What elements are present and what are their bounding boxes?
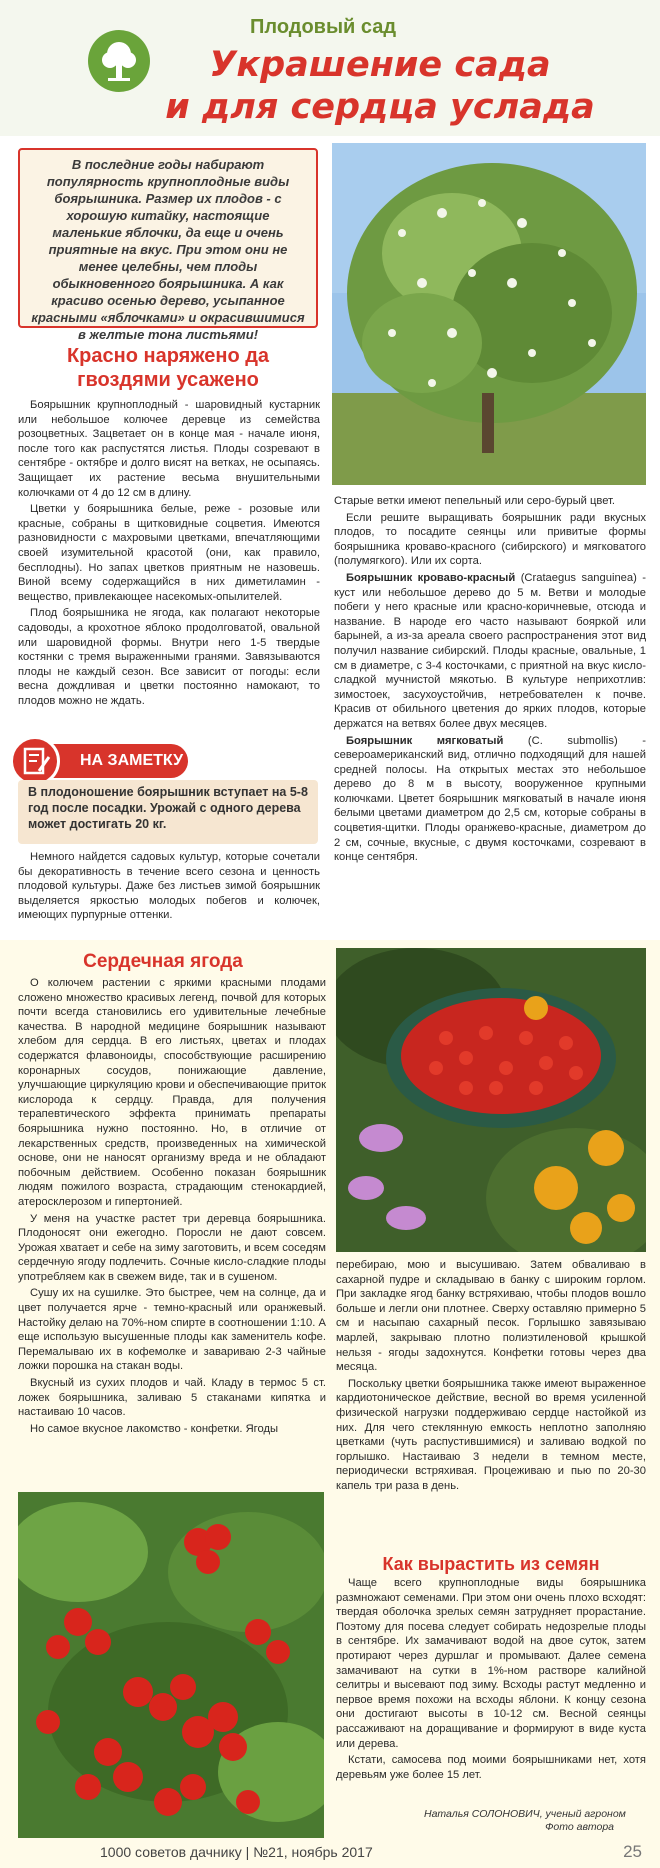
section1-column [18,398,320,710]
section2-title: Сердечная ягода [83,951,243,972]
species-submollis [334,734,646,865]
berries-bowl-photo [336,948,646,1252]
section2-paragraph: Но самое вкусное лакомство - конфетки. Ягоды [30,1422,279,1435]
photo-credit: Фото автора [545,1821,614,1833]
header [0,0,660,136]
tree-photo [332,143,646,485]
footer-issue: 1000 советов дачнику | №21, ноябрь 2017 [100,1844,373,1860]
species-latin: (Crataegus sanguinea) [520,571,637,584]
section1-paragraph: Немного найдется садовых культур, которые сочетали бы декоративность в течение всего сезона и ценность плодовой культуры. Даже без листьев зимой боярышник выделяется яркостью молодых побегов и колючек, имеющих пурпурные оттенки. [18,851,320,922]
section2-column [18,976,326,1438]
section3-paragraph: Кстати, самосева под моими боярышниками нет, хотя деревьям уже более 15 лет. [336,1754,646,1781]
footer [0,1838,660,1868]
species-text: - североамериканский вид, отлично подходящий для нашей средней полосы. На открытых местах это небольшое дерево до 8 м в высоту, вооруженное крупными колючками. Цветет боярышник мягковатый в начале июня белыми цветами диаметром до 2,5 см, которые собраны в соцветия-щитки. Плоды оранжево-красные, диаметром до 2 см, сочные, вкусные, с двумя косточками, созревают в конце сентября. [334,734,646,864]
section1-paragraph: Боярышник крупноплодный - шаровидный кустарник или небольшое колючее деревце из семейства розоцветных. Зацветает он в конце мая - начале июня, после того как распустятся листья. Плоды созревают в сентябре - октябре и долго висят на ветках, не осыпаясь. Защищает их растение весьма внушительными колючками от 4 до 12 см в длину. [18,399,320,499]
section2-right-paragraph: перебираю, мою и высушиваю. Затем обваливаю в сахарной пудре и складываю в банку с широким горлом. При закладке ягод банку встряхиваю, чтобы плодов вошло больше и легли они плотнее. Сверху оставляю примерно 5 см и насыпаю сахарный песок. Горлышко завязываю марлей, закрываю плотно полиэтиленовой крышкой нельзя - ягоды задохнутся. Конфетки готовы через два месяца. [336,1259,646,1374]
intro-text: В последние годы набирают популярность крупноплодные виды боярышника. Размер их плодов - с хорошую китайку, настоящие маленькие яблочки, да еще и очень приятные на вкус. При этом они не менее целебны, чем плоды обыкновенного боярышника. А как красиво осенью дерево, усыпанное красными «яблочками» и окрасившимися в желтые тона листьями! [31,157,305,342]
right-column-upper [334,494,646,867]
section1-paragraph: Цветки у боярышника белые, реже - розовые или красные, собраны в щитковидные соцветия. Имеются разновидности с махровыми цветками, впечатляющими своей изумительной красотой (они, как правило, бесплодны). Но запах цветков приятным не назовешь. Виной всему содержащийся в них диметиламин - вещество, привлекающее насекомых-опылителей. [18,503,320,603]
right-paragraph: Старые ветки имеют пепельный или серо-бурый цвет. [334,495,616,507]
section3-column [336,1576,646,1784]
hawthorn-fruit-photo [18,1492,324,1838]
species-latin: (C. submollis) [527,734,618,747]
species-sanguinea [334,571,646,732]
species-name: Боярышник мягковатый [346,734,504,747]
intro-box [18,148,318,342]
page-title [110,44,650,128]
section2-paragraph: У меня на участке растет три деревца боярышника. Плодоносят они ежегодно. Поросли не дают совсем. Урожая хватает и себе на зиму заготовить, и всем соседям сердечную ягоду подлечить. Сочные кисло-сладкие плоды употребляем как в свежем виде, так и в сушеном. [18,1212,326,1283]
species-text: - куст или небольшое дерево до 5 м. Ветви и молодые побеги у него красные или красно-коричневые, отсюда и название. В народе его часто называют бояркой или барыней, а из-за ареала своего распространения этот вид получил название сибирский. Плоды красные, овальные, 1 см в диаметре, с 3-4 косточками, с приятной на вкус кисло-сладкой мучнистой мякотью. В культуре неприхотлив: зимостоек, засухоустойчив, нетребователен к почве. Красив от обильного цветения до ярких плодов, которые держатся на ветвях более двух месяцев. [334,571,647,730]
rubric: Плодовый сад [250,16,397,38]
page-number: 25 [623,1842,642,1861]
section2-paragraph: О колючем растении с яркими красными плодами сложено множество красивых легенд, почвой для которых почти всегда становились его удивительные лечебные качества. В народной медицине боярышник называют хлебом для сердца. В его листьях, цветах и плодах содержатся флавоноиды, способствующие расширению коронарных сосудов, понижающие давление, улучшающие циркуляцию крови и обеспечивающие приток кислорода к сердцу. Правда, для получения терапевтического эффекта принимать препараты боярышника нужно постоянно. Но, в отличие от лекарственных средств, произведенных на химической основе, они не наносят организму вреда и не обладают побочным действием. Особенно показан боярышник людям пожилого возраста, страдающим стенокардией, атеросклерозом и гипертонией. [18,977,326,1208]
section2-right-column [336,1258,646,1496]
section3-title: Как вырастить из семян [382,1554,600,1574]
note-text: В плодоношение боярышник вступает на 5-8 год после посадки. Урожай с одного дерева может достигать 20 кг. [18,780,318,844]
title-line-2: и для сердца услада [165,87,595,127]
species-name: Боярышник кроваво-красный [346,571,516,584]
section3-paragraph: Чаще всего крупноплодные виды боярышника размножают семенами. При этом они очень плохо всходят: твердая оболочка зрелых семян затрудняет прорастание. Поэтому для посева следует собирать недозрелые плоды в сентябре. Их замачивают водой на двое суток, затем протирают через дуршлаг и промывают. Далее семена замачивают на сутки в 1%-ном растворе калийной селитры и высевают под зиму. Всходы растут медленно и первое время похожи на всходы яблони. К концу сезона они достигают высоты в 10-12 см. Весной сеянцы рассаживают на доращивание и формируют в виде куста или дерева. [336,1577,646,1750]
section2-right-paragraph: Поскольку цветки боярышника также имеют выраженное кардиотоническое действие, весной во время усиленной физической нагрузки поддерживаю сердце настойкой из них. Для чего стеклянную емкость неплотно заполняю цветками (чуть распустившимися) и заливаю водкой по горлышко. Настаиваю 3 недели в темном месте, периодически встряхивая. Процеживаю и пью по 20-30 капель три раза в день. [336,1377,646,1492]
section1-closing [18,850,320,925]
title-line-1: Украшение сада [209,45,551,85]
notepad-pencil-icon [10,736,60,786]
section2-paragraph: Сушу их на сушилке. Это быстрее, чем на солнце, да и цвет получается ярче - темно-красный или оранжевый. Настойку делаю на 70%-ном спирте в соотношении 1:10. А еще использую высушенные плоды как заменитель кофе. Перемалываю их в кофемолке и завариваю 2-3 чайные ложки порошка на стакан воды. [18,1287,326,1373]
right-paragraph: Если решите выращивать боярышник ради вкусных плодов, то посадите сеянцы или привитые формы боярышника кроваво-красного (сибирского) и мягковатого (полумягкого). Или их сорта. [334,511,646,568]
author-credit: Наталья СОЛОНОВИЧ, ученый агроном [424,1808,626,1820]
section1-paragraph: Плод боярышника не ягода, как полагают некоторые садоводы, а крохотное яблоко продолговатой, овальной или шаровидной формы. Внутри него 1-5 твердые костянки с тремя выраженными гранями. Завязываются плоды не каждый сезон. Все зависит от погоды: если весна дождливая и цветки постоянно намокают, то плодов можно не ждать. [18,607,320,707]
section2-paragraph: Вкусный из сухих плодов и чай. Кладу в термос 5 ст. ложек боярышника, заливаю 5 стаканами кипятка и настаиваю 10 часов. [18,1377,326,1419]
note-badge: НА ЗАМЕТКУ [18,744,188,778]
section1-title: Красно наряжено да гвоздями усажено [66,345,270,391]
signature [424,1808,644,1834]
